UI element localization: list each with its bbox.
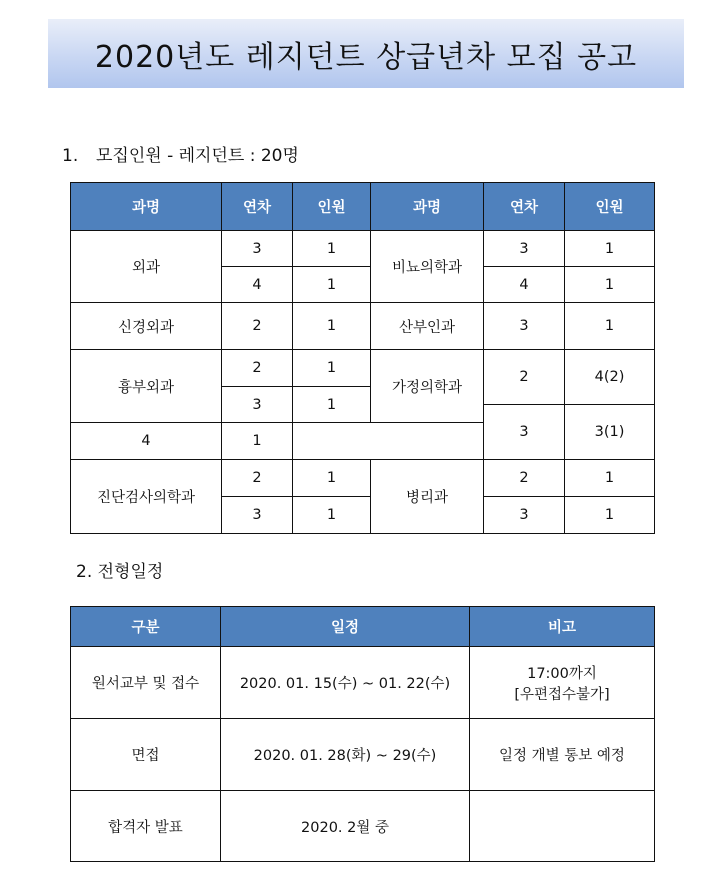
schedule-cell: 2020. 2월 중 bbox=[221, 791, 470, 862]
dept-cell: 외과 bbox=[71, 231, 222, 303]
count-cell: 1 bbox=[565, 231, 655, 267]
section-1-label: 모집인원 - 레지던트 : 20명 bbox=[96, 146, 299, 166]
header-note: 비고 bbox=[470, 607, 655, 647]
count-cell: 1 bbox=[293, 497, 371, 534]
year-cell: 2 bbox=[222, 460, 293, 497]
year-cell: 4 bbox=[222, 267, 293, 303]
year-cell: 2 bbox=[222, 350, 293, 387]
note-cell bbox=[470, 647, 655, 719]
count-cell: 3(1) bbox=[565, 405, 655, 460]
year-cell: 3 bbox=[484, 231, 565, 267]
dept-cell: 가정의학과 bbox=[371, 350, 484, 423]
count-cell: 1 bbox=[565, 267, 655, 303]
header-category: 구분 bbox=[71, 607, 221, 647]
count-cell: 4(2) bbox=[565, 350, 655, 405]
count-cell: 1 bbox=[293, 387, 371, 423]
year-cell: 2 bbox=[484, 350, 565, 405]
table-row bbox=[71, 647, 655, 719]
page-title: 2020년도 레지던트 상급년차 모집 공고 bbox=[48, 19, 684, 88]
year-cell: 4 bbox=[484, 267, 565, 303]
header-dept-right: 과명 bbox=[371, 183, 484, 231]
table-row bbox=[71, 231, 655, 267]
count-cell: 1 bbox=[293, 231, 371, 267]
year-cell: 3 bbox=[484, 303, 565, 350]
header-schedule: 일정 bbox=[221, 607, 470, 647]
note-cell bbox=[470, 791, 655, 862]
header-year-left: 연차 bbox=[222, 183, 293, 231]
table-row bbox=[71, 350, 655, 387]
recruitment-table bbox=[70, 182, 655, 534]
dept-cell: 흉부외과 bbox=[71, 350, 222, 423]
dept-cell: 비뇨의학과 bbox=[371, 231, 484, 303]
section-1-number: 1. bbox=[62, 146, 79, 166]
header-count-right: 인원 bbox=[565, 183, 655, 231]
schedule-cell: 2020. 01. 28(화) ~ 29(수) bbox=[221, 719, 470, 791]
year-cell: 2 bbox=[222, 303, 293, 350]
count-cell: 1 bbox=[293, 460, 371, 497]
section-2-heading: 2. 전형일정 bbox=[76, 562, 164, 582]
header-dept-left: 과명 bbox=[71, 183, 222, 231]
header-count-left: 인원 bbox=[293, 183, 371, 231]
category-cell: 면접 bbox=[71, 719, 221, 791]
count-cell: 1 bbox=[565, 460, 655, 497]
dept-cell: 병리과 bbox=[371, 460, 484, 534]
table-header-row bbox=[71, 607, 655, 647]
table-row bbox=[71, 791, 655, 862]
year-cell: 2 bbox=[484, 460, 565, 497]
year-cell: 3 bbox=[222, 387, 293, 423]
category-cell: 합격자 발표 bbox=[71, 791, 221, 862]
year-cell: 3 bbox=[484, 497, 565, 534]
note-cell: 일정 개별 통보 예정 bbox=[470, 719, 655, 791]
year-cell: 4 bbox=[71, 423, 222, 460]
section-1-heading bbox=[62, 141, 299, 166]
category-cell: 원서교부 및 접수 bbox=[71, 647, 221, 719]
table-header-row bbox=[71, 183, 655, 231]
schedule-table bbox=[70, 606, 655, 862]
note-line-1: 17:00까지 bbox=[527, 665, 597, 682]
dept-cell: 진단검사의학과 bbox=[71, 460, 222, 534]
year-cell: 3 bbox=[222, 231, 293, 267]
header-year-right: 연차 bbox=[484, 183, 565, 231]
count-cell: 1 bbox=[293, 267, 371, 303]
table-row bbox=[71, 719, 655, 791]
year-cell: 3 bbox=[222, 497, 293, 534]
dept-cell: 산부인과 bbox=[371, 303, 484, 350]
year-cell: 3 bbox=[484, 405, 565, 460]
count-cell: 1 bbox=[222, 423, 293, 460]
count-cell: 1 bbox=[565, 497, 655, 534]
note-line-2: [우편접수불가] bbox=[514, 686, 610, 703]
count-cell: 1 bbox=[565, 303, 655, 350]
table-row bbox=[71, 303, 655, 350]
table-row bbox=[71, 460, 655, 497]
count-cell: 1 bbox=[293, 303, 371, 350]
count-cell: 1 bbox=[293, 350, 371, 387]
dept-cell: 신경외과 bbox=[71, 303, 222, 350]
schedule-cell: 2020. 01. 15(수) ~ 01. 22(수) bbox=[221, 647, 470, 719]
